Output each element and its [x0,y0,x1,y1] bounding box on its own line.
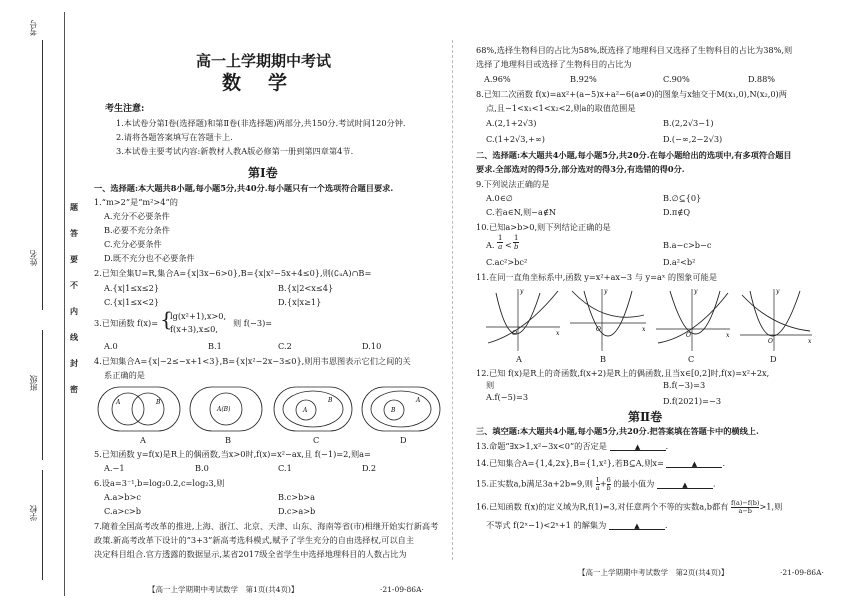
q8-line-1: 8.已知二次函数 f(x)=ax²+(a−5)x+a²−6(a≠0)的图象与x轴交于M(x₁,0),N(x₂,0)两 [476,89,787,99]
q11-label-a: A [516,354,522,364]
q14-text: 14.已知集合A={1,4,2x},B={1,x²},若B⊆A,则x= [476,458,664,468]
graph-option-d [740,288,812,351]
q11-label-b: B [600,354,607,364]
q6-option-c: C.a>c>b [104,506,142,516]
q13-text: 13.命题“∃x>1,x²−3x<0”的否定是 [476,441,607,451]
q7-line-2: 政策.新高考改革下设计的“3+3”新高考选科模式,赋予了学生充分的自由选择权,可以自主 [94,535,415,545]
q10-option-d: D.a²<b² [663,257,696,267]
q10-option-a-prefix: A. [486,240,495,250]
q14: 14.已知集合A={1,4,2x},B={1,x²},若B⊆A,则x= ▲ . [476,458,726,468]
q9-option-d: D.π∉Q [663,207,691,217]
graph-option-a [486,288,560,351]
q8-option-c: C.(1+2√3,+∞) [486,134,545,144]
notice-item: 2.请将各题答案填写在答题卡上. [116,132,233,142]
q12-option-b: B.f(−3)=3 [663,380,706,390]
q13: 13.命题“∃x>1,x²−3x<0”的否定是 ▲ . [476,441,669,451]
notice-item: 3.本试卷主要考试内容:新教材人教A版必修第一册到第四章第4节. [116,146,354,156]
venn-d-set-b: B [391,407,396,414]
venn-d-set-a: A [416,397,421,404]
section2-heading-2: 要求.全部选对的得5分,部分选对的得3分,有选错的得0分. [476,164,685,174]
q3-stem: 3.已知函数 f(x)= [94,318,159,328]
axis-y: y [776,288,780,295]
axis-x: x [726,332,730,339]
q3-option-b: B.1 [208,341,222,351]
label-xuexiao: 学校 [29,505,38,521]
exam-title: 高一上学期期中考试 [196,52,332,70]
notice-item: 1.本试卷分第Ⅰ卷(选择题)和第Ⅱ卷(非选择题)两部分,共150分.考试时间120分钟. [116,118,406,128]
q4-label-c: C [313,435,320,445]
q12-line-1: 12.已知 f(x)是R上的奇函数,f(x+2)是R上的偶函数,且当x∈[0,2]时,f(x)=x²+2x, [476,368,770,378]
part1-title: 第Ⅰ卷 [248,166,278,180]
q3-option-c: C.2 [278,341,292,351]
q7-line-3: 决定科目组合.官方透露的数据显示,某省2017级全省学生中选择地理科目的人数占比为 [94,549,407,559]
venn-a-set-b: B [156,399,161,406]
label-banji: 班级 [29,375,38,391]
label-kaohao: 考号 [29,20,38,36]
q5-option-a: A.−1 [104,463,125,473]
q5-stem: 5.已知函数 y=f(x)是R上的偶函数,当x>0时,f(x)=x²−ax,且 f(−1)=2,则a= [94,449,371,459]
q9-option-a: A.0∈∅ [486,193,513,203]
q8-option-a: A.(2,1+2√3) [486,118,537,128]
seal-char: 封 [70,358,78,368]
q1-option-a: A.充分不必要条件 [104,211,170,221]
q4-label-d: D [400,435,407,445]
q5-option-d: D.2 [362,463,377,473]
xingming-line [42,190,43,310]
q11-label-c: C [688,354,695,364]
axis-x: x [642,326,646,333]
q10-stem: 10.已知a>b>0,则下列结论正确的是 [476,222,611,232]
q13-answer-blank[interactable]: ▲ [610,441,666,451]
venn-c-set-b: B [328,397,333,404]
q10-frac-right: 1 b [513,234,519,251]
q1-option-c: C.充分必要条件 [104,239,162,249]
q4-stem-2: 系正确的是 [104,370,145,380]
q7-line-1: 7.随着全国高考改革的推进,上海、浙江、北京、天津、山东、海南等省(市)相继开始实行新高考 [94,521,439,531]
q6-option-b: B.c>b>a [278,492,316,502]
q5-option-c: C.1 [278,463,292,473]
q2-option-b: B.{x|2<x≤4} [278,283,334,293]
q6-option-d: D.c>a>b [278,506,316,516]
seal-char: 线 [70,332,78,342]
venn-option-b [190,387,262,431]
q15-text: 15.正实数a,b满足3a+2b=9,则 [476,478,593,489]
binding-line [64,12,65,596]
venn-option-c [274,387,352,431]
q9-option-c: C.若a∈N,则−a∉N [486,207,557,217]
subject-title: 数 学 [222,72,292,94]
axis-origin: O [596,326,601,333]
graph-option-b [570,288,646,351]
q12-line-2: 则 [486,380,495,390]
q8-option-d: D.(−∞,2−2√3) [663,134,723,144]
footer-left-code: ·21-09-86A· [380,585,424,594]
q7-option-c: C.90% [663,74,690,84]
q12-option-a: A.f(−5)=3 [486,392,529,402]
q16-line-2: 不等式 f(2ˣ−1)<2ˣ+1 的解集为 ▲ . [486,520,668,530]
q11-graph-options [484,285,814,355]
q3-case2: f(x+3),x≤0, [170,324,218,334]
q7-option-b: B.92% [570,74,597,84]
banji-line [42,330,43,460]
q4-label-a: A [140,435,146,445]
axis-origin: O [686,332,691,339]
q10-frac-left: 1 a [498,234,503,251]
notice-heading: 考生注意: [105,104,145,114]
footer-right-code: ·21-09-86A· [780,568,824,577]
q4-venn-diagrams [94,383,444,443]
axis-x: x [808,338,812,345]
q8-line-2: 点,且−1<x₁<1<x₂<2,则a的取值范围是 [486,103,636,113]
part2-title: 第Ⅱ卷 [628,410,663,424]
q7-option-a: A.96% [484,74,511,84]
venn-c-set-a: A [303,407,308,414]
footer-left: 【高一上学期期中考试数学 第1页(共4页)】 [148,585,299,594]
page-fold [452,40,453,560]
q11-stem: 11.在同一直角坐标系中,函数 y=x²+ax−3 与 y=aˣ 的图象可能是 [476,272,718,282]
q1-option-d: D.既不充分也不必要条件 [104,253,195,263]
seal-char: 内 [70,306,78,316]
seal-char: 答 [70,228,78,238]
axis-x: x [556,330,560,337]
seal-char: 题 [70,202,78,212]
seal-char: 密 [70,384,78,394]
axis-origin: O [768,338,773,345]
q15-answer-blank[interactable]: ▲ [657,479,713,489]
q12-option-d: D.f(2021)=−3 [663,396,722,406]
graph-option-c [656,288,730,351]
venn-a-set-a: A [116,399,121,406]
q16-line-1: 16.已知函数 f(x)的定义域为R,f(1)=3,对任意两个不等的实数a,b都有 $\frac{f(a)-f(b)}{a-b}$ >1,则 [476,499,783,515]
q6-option-a: A.a>b>c [104,492,141,502]
q3-option-d: D.10 [362,341,382,351]
section3-heading: 三、填空题:本大题共4小题,每小题5分,共20分.把答案填在答题卡中的横线上. [476,426,759,436]
q1-stem: 1.“m>2”是“m²>4”的 [94,197,178,207]
axis-y: y [604,288,608,295]
section2-heading-1: 二、选择题:本大题共4小题,每小题5分,共20分.在每小题给出的选项中,有多项符合题目 [476,150,792,160]
q1-option-b: B.必要不充分条件 [104,225,170,235]
q15: 15.正实数a,b满足3a+2b=9,则 $\frac{1}{a}$ + $\frac{6}{b}$ 的最小值为 ▲ . [476,476,716,492]
xuexiao-line [42,470,43,580]
q9-option-b: B.∅⊆{0} [663,193,702,203]
q3-brace: { [160,307,173,331]
q4-label-b: B [225,435,232,445]
q11-label-d: D [770,354,777,364]
footer-right: 【高一上学期期中考试数学 第2页(共4页)】 [578,568,729,577]
q2-stem: 2.已知全集U=R,集合A={x|3x−6>0},B={x|x²−5x+4≤0},则(∁ᵤA)∩B= [94,268,372,278]
q5-option-b: B.0 [195,463,209,473]
q16-answer-blank[interactable]: ▲ [609,520,665,530]
q3-case1: lg(x²+1),x>0, [170,311,227,321]
q3-stem-end: 则 f(−3)= [233,318,273,328]
q6-stem: 6.设a=3⁻¹,b=log₂0.2,c=log₂3,则 [94,478,225,488]
q10-option-c: C.ac²>bc² [486,257,528,267]
q10-option-b: B.a−c>b−c [663,240,712,250]
q9-stem: 9.下列说法正确的是 [476,179,550,189]
section1-heading: 一、选择题:本大题共8小题,每小题5分,共40分.每小题只有一个选项符合题目要求. [94,183,394,193]
label-xingming: 姓名 [29,250,38,266]
venn-b-set-ab: A(B) [217,406,231,413]
q4-stem: 4.已知集合A={x|−2≤−x+1<3},B={x|x²−2x−3≤0},则用韦恩图表示它们之间的关 [94,356,411,366]
q2-option-c: C.{x|1≤x<2} [104,297,160,307]
q7-cont-line-2: 选择了地理科目或选择了生物科目的占比为 [476,59,632,69]
q10-less-than: < [505,240,512,250]
q2-option-d: D.{x|x≥1} [278,297,322,307]
seal-char: 要 [70,254,78,264]
venn-option-d [362,387,440,431]
seal-char: 不 [70,280,78,290]
q14-answer-blank[interactable]: ▲ [666,458,722,468]
q8-option-b: B.(2,2√3−1) [663,118,714,128]
kaohao-line [42,40,43,190]
venn-option-a [98,387,180,431]
q3-option-a: A.0 [104,341,118,351]
q2-option-a: A.{x|1≤x≤2} [104,283,160,293]
axis-y: y [520,288,524,295]
q7-cont-line-1: 68%,选择生物科目的占比为58%,既选择了地理科目又选择了生物科目的占比为38%,则 [476,45,793,55]
axis-origin: O [512,330,517,337]
axis-y: y [694,288,698,295]
q7-option-d: D.88% [748,74,776,84]
